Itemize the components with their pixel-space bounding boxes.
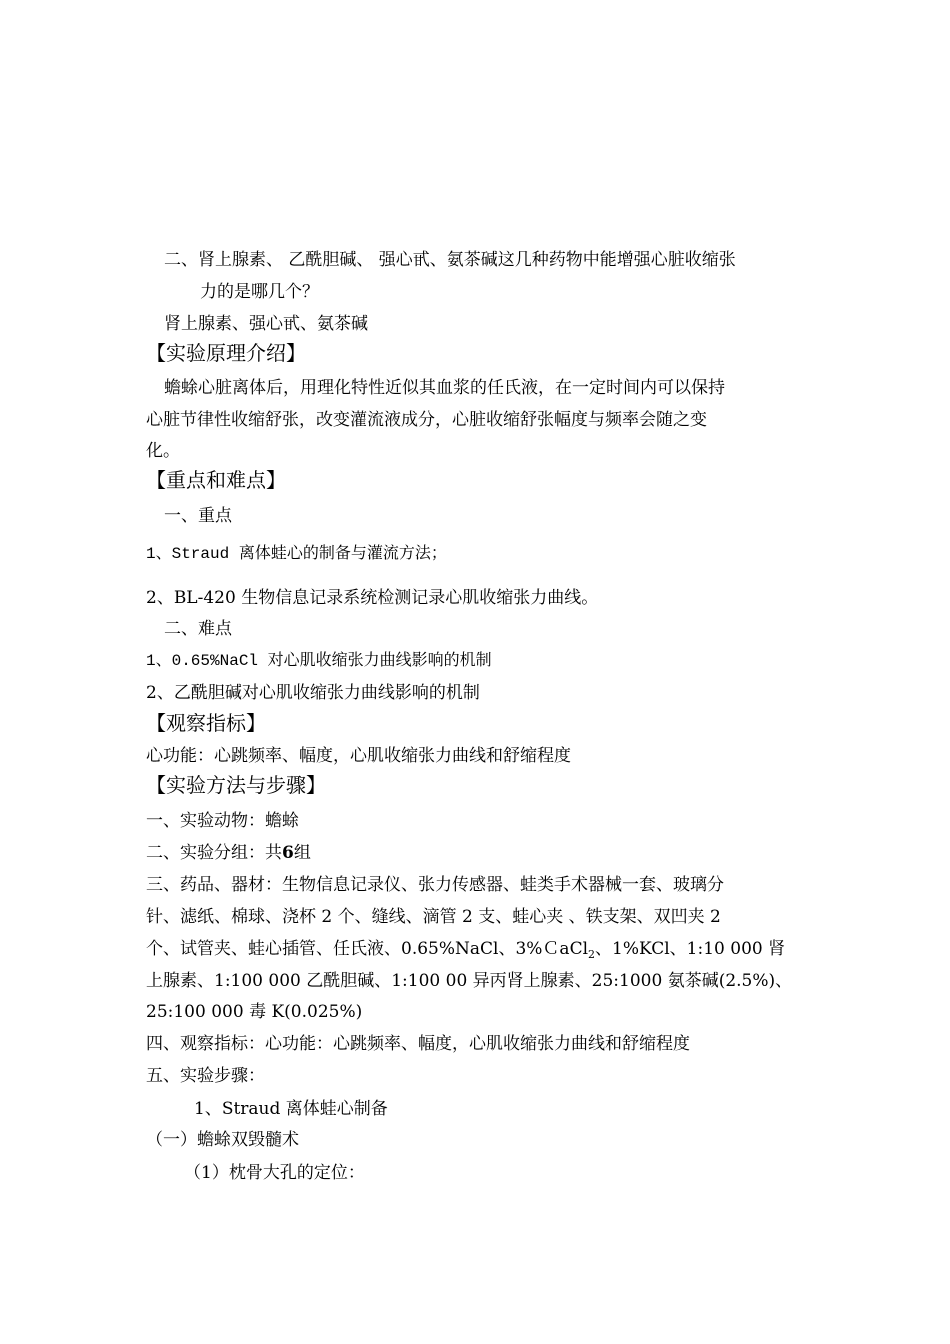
question-2-line-1: 二、肾上腺素、 乙酰胆碱、 强心甙、氨茶碱这几种药物中能增强心脏收缩张 (164, 250, 736, 270)
observation-text: 心功能：心跳频率、幅度，心肌收缩张力曲线和舒缩程度 (146, 746, 571, 766)
methods-groups-number: 6 (282, 843, 294, 863)
key-point-item-1: 1、Straud 离体蛙心的制备与灌流方法； (146, 545, 447, 563)
methods-groups (146, 842, 311, 864)
methods-heading: 【实验方法与步骤】 (146, 773, 326, 797)
materials-line-3-subscript: 2 (588, 948, 596, 961)
step-1: 1、Straud 离体蛙心制备 (194, 1099, 388, 1119)
methods-groups-suffix: 组 (293, 843, 311, 863)
key-points-heading: 【重点和难点】 (146, 468, 286, 492)
step-1-sub-1: （1）枕骨大孔的定位： (184, 1163, 365, 1183)
materials-line-1: 三、药品、器材：生物信息记录仪、张力传感器、蛙类手术器械一套、玻璃分 (146, 875, 724, 895)
step-1-sub: （一）蟾蜍双毁髓术 (146, 1130, 299, 1150)
difficulty-item-1: 1、0.65%NaCl 对心肌收缩张力曲线影响的机制 (146, 652, 492, 670)
methods-animal: 一、实验动物：蟾蜍 (146, 811, 299, 831)
methods-groups-prefix: 二、实验分组：共 (146, 843, 282, 863)
principle-line-1: 蟾蜍心脏离体后，用理化特性近似其血浆的任氏液，在一定时间内可以保持 (164, 378, 725, 398)
key-points-subheading-1: 一、重点 (164, 506, 232, 526)
principle-line-3: 化。 (146, 441, 180, 461)
difficulty-item-2: 2、乙酰胆碱对心肌收缩张力曲线影响的机制 (146, 683, 480, 703)
methods-indicators: 四、观察指标：心功能：心跳频率、幅度，心肌收缩张力曲线和舒缩程度 (146, 1034, 690, 1054)
materials-line-3-a: 个、试管夹、蛙心插管、任氏液、0.65%NaCl、3%ＣaCl (146, 939, 589, 959)
materials-line-4: 上腺素、1:100 000 乙酰胆碱、1:100 00 异丙肾上腺素、25:1000 氨茶碱(2.5%)、 (146, 971, 793, 991)
principle-heading: 【实验原理介绍】 (146, 341, 306, 365)
question-2-line-2: 力的是哪几个？ (200, 282, 319, 302)
methods-steps: 五、实验步骤： (146, 1066, 265, 1086)
key-point-item-2: 2、BL-420 生物信息记录系统检测记录心肌收缩张力曲线。 (146, 588, 599, 608)
materials-line-3-b: 、1%KCl、1:10 000 肾 (595, 939, 786, 959)
materials-line-2: 针、滤纸、棉球、浇杯 2 个、缝线、滴管 2 支、蛙心夹 、铁支架、双凹夹 2 (146, 907, 721, 927)
principle-line-2: 心脏节律性收缩舒张，改变灌流液成分，心脏收缩舒张幅度与频率会随之变 (146, 410, 707, 430)
key-points-subheading-2: 二、难点 (164, 619, 232, 639)
question-2-answer: 肾上腺素、强心甙、氨茶碱 (164, 314, 368, 334)
observation-heading: 【观察指标】 (146, 711, 266, 735)
materials-line-5: 25:100 000 毒 K(0.025%) (146, 1002, 363, 1022)
materials-line-3 (146, 938, 785, 960)
